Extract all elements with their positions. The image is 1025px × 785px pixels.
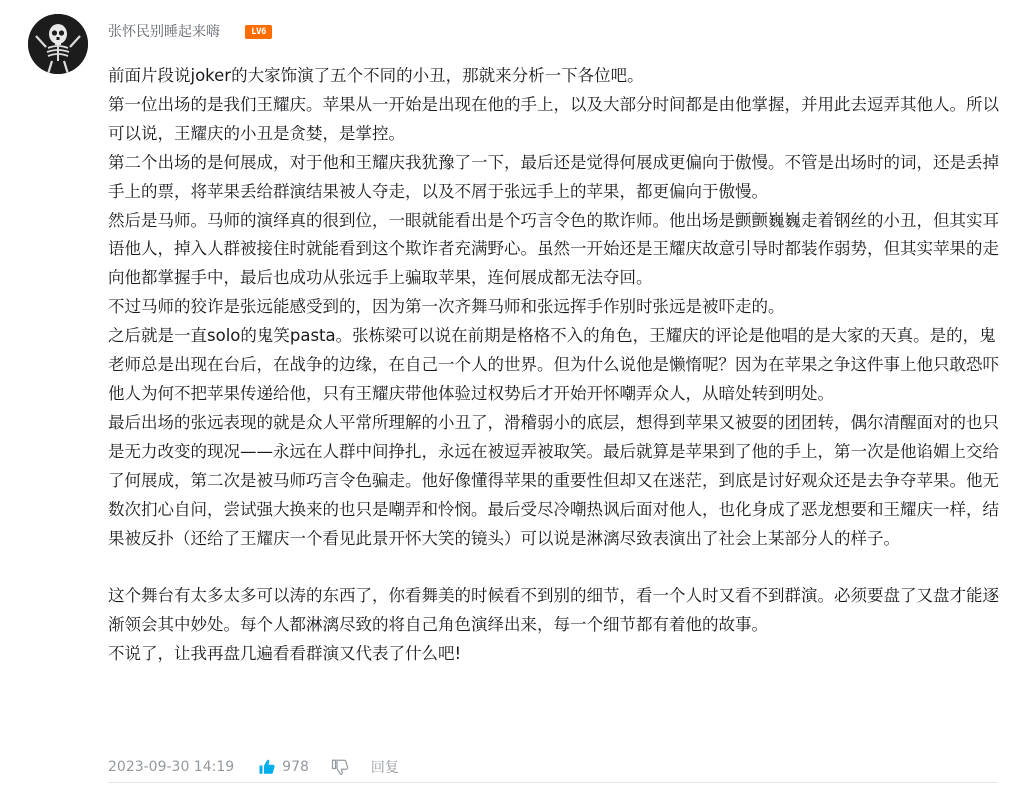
comment-paragraph: 然后是马师。马师的演绎真的很到位，一眼就能看出是个巧言令色的欺诈师。他出场是颤颤巍巍走着钢丝的小丑，但其实耳语他人，掉入人群被接住时就能看到这个欺诈者充满野心。虽然一开始还是王耀庆故意引导时都装作弱势，但其实苹果的走向他都掌握手中，最后也成功从张远手上骗取苹果，连何展成都无法夺回。 — [108, 210, 999, 288]
divider — [108, 782, 998, 783]
comment-content — [108, 62, 1003, 669]
thumbs-down-icon — [331, 758, 349, 776]
timestamp: 2023-09-30 14:19 — [108, 759, 235, 775]
comment-paragraph: 第二个出场的是何展成，对于他和王耀庆我犹豫了一下，最后还是觉得何展成更偏向于傲慢。不管是出场时的词，还是丢掉手上的票，将苹果丢给群演结果被人夺走，以及不屑于张远手上的苹果，都更偏向于傲慢。 — [108, 152, 999, 201]
skeleton-avatar-icon — [28, 14, 88, 74]
avatar[interactable] — [28, 14, 88, 74]
comment-paragraph: 不过马师的狡诈是张远能感受到的，因为第一次齐舞马师和张远挥手作别时张远是被吓走的。 — [108, 297, 785, 317]
dislike-button[interactable] — [331, 758, 349, 776]
comment-paragraph: 之后就是一直solo的鬼笑pasta。张栋梁可以说在前期是格格不入的角色，王耀庆的评论是他唱的是大家的天真。是的，鬼老师总是出现在台后，在战争的边缘，在自己一个人的世界。但为什么说他是懒惰呢？因为在苹果之争这件事上他只敢恐吓他人为何不把苹果传递给他，只有王耀庆带他体验过权势后才开始开怀嘲弄众人，从暗处转到明处。 — [108, 326, 999, 403]
thumbs-up-icon — [258, 758, 276, 776]
paragraph-spacer — [108, 553, 1003, 582]
comment-paragraph: 前面片段说joker的大家饰演了五个不同的小丑，那就来分析一下各位吧。 — [108, 66, 644, 85]
username[interactable]: 张怀民别睡起来嗨 — [108, 24, 220, 40]
like-button[interactable] — [258, 758, 309, 776]
comment-paragraph: 这个舞台有太多太多可以涛的东西了，你看舞美的时候看不到别的细节，看一个人时又看不到群演。必须要盘了又盘才能逐渐领会其中妙处。每个人都淋漓尽致的将自己角色演绎出来，每一个细节都有着他的故事。 — [108, 586, 999, 635]
comment-footer — [108, 756, 399, 778]
level-badge: LV6 — [245, 25, 272, 39]
reply-button[interactable]: 回复 — [370, 760, 399, 776]
comment-paragraph: 第一位出场的是我们王耀庆。苹果从一开始是出现在他的手上，以及大部分时间都是由他掌握，并用此去逗弄其他人。所以可以说，王耀庆的小丑是贪婪，是掌控。 — [108, 94, 999, 143]
comment-paragraph: 不说了，让我再盘几遍看看群演又代表了什么吧! — [108, 644, 462, 664]
comment-paragraph: 最后出场的张远表现的就是众人平常所理解的小丑了，滑稽弱小的底层，想得到苹果又被耍的团团转，偶尔清醒面对的也只是无力改变的现况——永远在人群中间挣扎，永远在被逗弄被取笑。最后就算是苹果到了他的手上，第一次是他谄媚上交给了何展成，第二次是被马师巧言令色骗走。他好像懂得苹果的重要性但却又在迷茫，到底是讨好观众还是去争夺苹果。他无数次扪心自问，尝试强大换来的也只是嘲弄和怜悯。最后受尽冷嘲热讽后面对他人，也化身成了恶龙想要和王耀庆一样，结果被反扑（还给了王耀庆一个看见此景开怀大笑的镜头）可以说是淋漓尽致表演出了社会上某部分人的样子。 — [108, 412, 999, 548]
like-count: 978 — [282, 759, 309, 775]
